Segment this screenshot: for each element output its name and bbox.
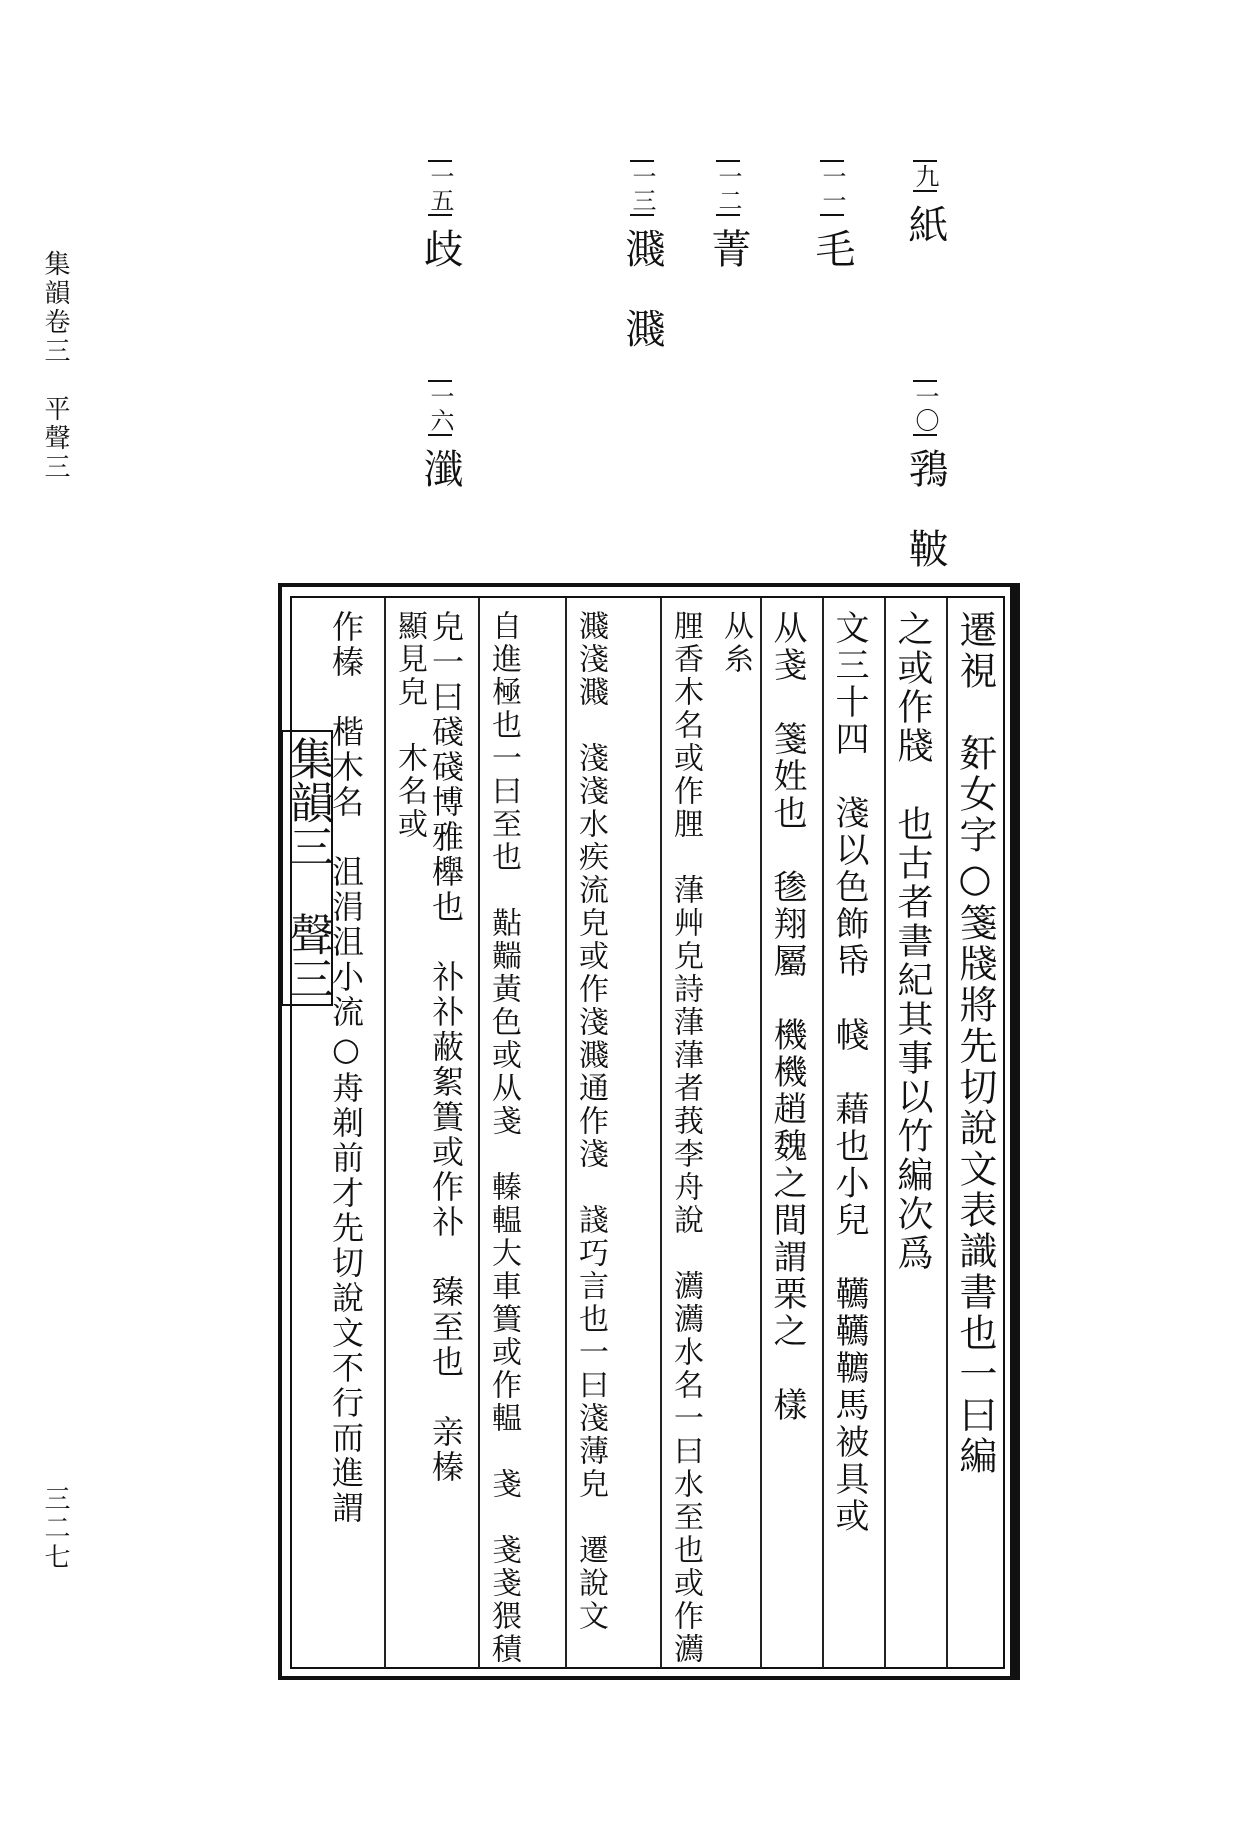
text-column-1: 遷視 姧女字○箋牋將先切說文表識書也一曰編 <box>953 610 997 1477</box>
text-column-5: 从糸 <box>718 610 753 676</box>
text-column-4: 从戔 箋姓也 毶翔屬 機機趙魏之間謂栗之 樣 <box>767 610 807 1424</box>
note-text: 歧 <box>417 228 463 268</box>
text-column-6: 䤚香木名或作䤚 葏艸皃詩葏葏者莪李舟說 瀳瀳水名一曰水至也或作瀳 <box>668 610 703 1666</box>
running-head: 集韻卷三 平聲三 <box>40 250 70 482</box>
text-column-11: 作榛 楷木名 沮涓沮小流○歬剃前才先切說文不行而進謂 <box>327 610 365 1526</box>
column-rule <box>822 598 824 1668</box>
note-13 <box>619 160 665 348</box>
text-column-2: 之或作牋 也古者書紀其事以竹編次爲 <box>892 610 933 1273</box>
fold-mark: 集韻三 聲三 <box>281 730 333 1006</box>
note-text: 紙 <box>902 204 948 244</box>
frame-right-bar <box>1010 583 1020 1680</box>
note-11 <box>809 160 855 268</box>
column-rule <box>565 598 567 1668</box>
note-marker: 一三 <box>630 160 654 216</box>
note-marker: 一〇 <box>913 380 937 436</box>
column-rule <box>884 598 886 1668</box>
text-column-10: 顯見皃 木名或 <box>392 610 427 841</box>
note-text: 濺 濺 <box>619 228 665 348</box>
note-16 <box>417 380 463 488</box>
note-text: 䳕 鞁 <box>902 448 948 568</box>
column-rule <box>478 598 480 1668</box>
note-15 <box>417 160 463 268</box>
note-10 <box>902 380 948 568</box>
column-rule <box>760 598 762 1668</box>
note-text: 毛 <box>809 228 855 268</box>
note-9 <box>902 160 948 244</box>
column-rule <box>946 598 948 1668</box>
note-12 <box>705 160 751 268</box>
note-marker: 一一 <box>820 160 844 216</box>
note-marker: 一五 <box>428 160 452 216</box>
text-column-9: 皃一曰碊碊博雅櫸也 䃼䃼蔽絮簣或作䃼 臻至也 亲榛 <box>427 610 465 1485</box>
note-marker: 一二 <box>716 160 740 216</box>
text-column-3: 文三十四 淺以色飾帋 帴 藉也小兒 韉韉韀馬被具或 <box>829 610 869 1535</box>
text-column-8: 自進極也一曰至也 黇䵎黃色或从戔 轃輼大車簣或作輼 戔 戔戔猥積 <box>486 610 521 1666</box>
note-text: 菁 <box>705 228 751 268</box>
column-rule <box>660 598 662 1668</box>
column-rule <box>384 598 386 1668</box>
note-marker: 一六 <box>428 380 452 436</box>
text-column-7: 濺淺濺 淺淺水疾流皃或作淺濺通作淺 諓巧言也一曰淺薄皃 遷說文 <box>573 610 608 1633</box>
note-marker: 九 <box>913 160 937 192</box>
folio: 三二七 <box>40 1485 70 1572</box>
note-text: 瀸 <box>417 448 463 488</box>
